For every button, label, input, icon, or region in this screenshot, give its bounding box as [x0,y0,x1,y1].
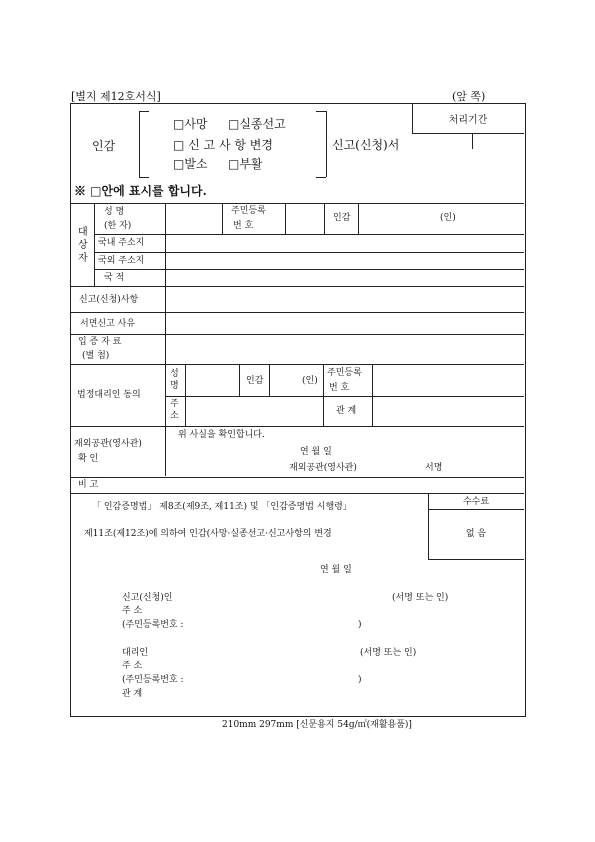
applicant-address-label: 주 소 [122,606,143,616]
consul-sign: 서명 [425,463,443,473]
evidence-label: 입 증 자 료 [78,337,122,347]
agent-rrn-input[interactable] [373,365,523,395]
rrn-input[interactable] [286,204,323,233]
agent-rrn-label-1: 주민등록 [327,368,362,378]
written-reason-label: 서면신고 사유 [80,319,136,329]
rrn-label-2: 번 호 [233,221,254,231]
agent-addr-label-2: 소 [170,411,179,421]
agent-block-address-label: 주 소 [122,661,143,671]
form-label: [별지 제12호서식] [71,90,161,103]
name-label: 성 명 [104,207,125,217]
agent-addr-label-1: 주 [170,399,179,409]
agent-address-input[interactable] [186,397,322,425]
subject-group-char-1: 대 [78,227,88,238]
domestic-address-input[interactable] [166,235,523,251]
option-issuance[interactable]: □발소 [173,157,208,171]
foreign-address-input[interactable] [166,253,523,268]
declaration-line-1: 「 인감증명법」 제8조(제9조, 제11조) 및 「인감증명법 시행령」 [92,502,352,512]
agent-block-label: 대리인 [122,648,149,658]
applicant-label: 신고(신청)인 [122,593,173,603]
subject-group-char-3: 자 [78,253,88,264]
title-suffix: 신고(신청)서 [332,138,400,152]
consul-date: 연 월 일 [300,447,332,457]
agent-name-label-1: 성 [170,369,179,379]
paper-spec-footer: 210mm 297mm [신문용지 54g/㎡(재활용품)] [222,720,412,730]
nationality-label: 국 적 [104,273,125,283]
foreign-address-label: 국외 주소지 [98,256,145,266]
consul-confirm-text: 위 사실을 확인합니다. [178,430,265,440]
processing-period-label: 처리기간 [448,115,488,126]
agent-sign-label[interactable]: (서명 또는 인) [360,648,417,658]
applicant-sign-label[interactable]: (서명 또는 인) [392,593,449,603]
agent-block-relation-label: 관 계 [122,689,143,699]
subject-group-char-2: 상 [78,240,88,251]
option-revival[interactable]: □부활 [228,157,263,171]
agent-block-rrn-label: (주민등록번호 : [122,675,184,685]
option-change[interactable]: □ 신 고 사 항 변경 [173,138,273,152]
declaration-line-2: 제11조(제12조)에 의하여 인감(사망·실종선고·신고사항의 변경 [84,529,332,539]
written-reason-input[interactable] [166,313,523,333]
agent-relation-label: 관 계 [336,406,357,416]
agent-rrn-label-2: 번 호 [329,383,350,393]
rrn-label: 주민등록 [231,206,266,216]
subject-seal-mark: (인) [440,213,456,223]
fee-label: 수수료 [462,497,490,507]
domestic-address-label: 국내 주소지 [98,238,145,248]
fee-value: 없 음 [465,529,487,539]
declaration-date: 연 월 일 [320,565,352,575]
applicant-rrn-close: ) [358,620,362,630]
remarks-input[interactable] [166,478,523,492]
consul-label: 재외공관(영사관) [74,439,142,449]
applicant-rrn-label: (주민등록번호 : [122,620,184,630]
agent-seal-label: 인감 [246,376,264,386]
nationality-input[interactable] [166,270,523,285]
report-matter-label: 신고(신청)사항 [79,295,139,305]
report-matter-input[interactable] [166,287,523,311]
agent-name-label-2: 명 [170,381,179,391]
consul-signer: 재외공관(영사관) [289,463,357,473]
agent-consent-label: 법정대리인 동의 [77,390,141,400]
remarks-label: 비 고 [78,480,99,490]
option-death[interactable]: □사망 [173,117,208,131]
evidence-attached-label: (별 첨) [82,351,110,361]
agent-name-input[interactable] [186,365,238,395]
option-missing[interactable]: □실종선고 [228,117,286,131]
agent-block-rrn-close: ) [358,675,362,685]
evidence-input[interactable] [166,335,523,363]
agent-seal-mark: (인) [302,376,318,386]
subject-seal-label: 인감 [333,213,351,223]
title-seal-label: 인감 [92,139,116,153]
consul-confirm-label: 확 인 [78,454,99,464]
name-input[interactable] [166,204,221,233]
check-note: ※ □안에 표시를 합니다. [74,184,207,198]
hanja-label: (한 자) [104,221,132,231]
page-side-label: (앞 쪽) [452,90,486,103]
agent-relation-input[interactable] [373,397,523,425]
